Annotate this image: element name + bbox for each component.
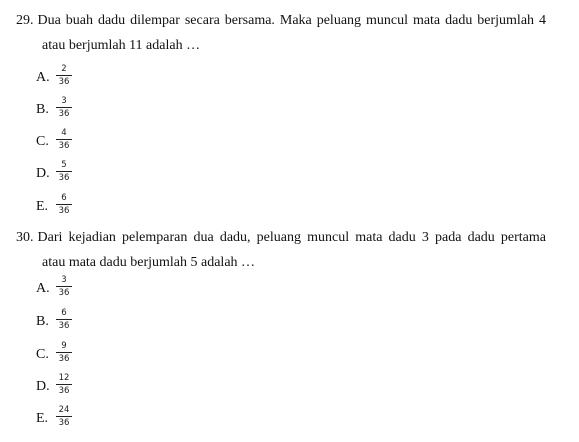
- fraction-numerator: 6: [61, 308, 67, 318]
- option-fraction: [55, 275, 73, 298]
- fraction-numerator: 2: [61, 64, 67, 74]
- option-letter: A.: [36, 281, 50, 296]
- fraction-denominator: 36: [58, 206, 70, 216]
- option-letter: A.: [36, 70, 50, 85]
- question-text: Dari kejadian pelemparan dua dadu, peluang muncul mata dadu 3 pada dadu pertama: [37, 230, 546, 245]
- option-fraction: [55, 405, 73, 428]
- fraction-numerator: 3: [61, 275, 67, 285]
- fraction-denominator: 36: [58, 288, 70, 298]
- fraction-denominator: 36: [58, 418, 70, 428]
- option-letter: C.: [36, 134, 49, 149]
- fraction-numerator: 6: [61, 193, 67, 203]
- option-fraction: [55, 193, 73, 216]
- fraction-numerator: 12: [58, 373, 70, 383]
- fraction-denominator: 36: [58, 354, 70, 364]
- option-letter: D.: [36, 166, 50, 181]
- option-fraction: [55, 96, 73, 119]
- fraction-denominator: 36: [58, 109, 70, 119]
- fraction-denominator: 36: [58, 321, 70, 331]
- option-fraction: [55, 64, 73, 87]
- option-fraction: [55, 373, 73, 396]
- option-letter: E.: [36, 199, 49, 214]
- option-letter: C.: [36, 347, 49, 362]
- fraction-denominator: 36: [58, 77, 70, 87]
- question-number: 30.: [16, 230, 34, 245]
- fraction-numerator: 24: [58, 405, 70, 415]
- question-stem-line1: [16, 228, 546, 248]
- question-text: Dua buah dadu dilempar secara bersama. Maka peluang muncul mata dadu berjumlah 4: [37, 13, 546, 28]
- fraction-numerator: 9: [61, 341, 67, 351]
- question-stem-line2: atau mata dadu berjumlah 5 adalah …: [42, 255, 256, 270]
- fraction-numerator: 4: [61, 128, 67, 138]
- fraction-numerator: 5: [61, 160, 67, 170]
- question-stem-line2: atau berjumlah 11 adalah …: [42, 38, 201, 53]
- fraction-denominator: 36: [58, 173, 70, 183]
- fraction-denominator: 36: [58, 141, 70, 151]
- option-letter: E.: [36, 411, 49, 426]
- option-fraction: [55, 160, 73, 183]
- option-letter: B.: [36, 102, 49, 117]
- option-fraction: [55, 128, 73, 151]
- option-letter: D.: [36, 379, 50, 394]
- option-fraction: [55, 308, 73, 331]
- fraction-denominator: 36: [58, 386, 70, 396]
- fraction-numerator: 3: [61, 96, 67, 106]
- question-number: 29.: [16, 13, 34, 28]
- option-letter: B.: [36, 314, 49, 329]
- option-fraction: [55, 341, 73, 364]
- question-stem-line1: [16, 11, 546, 31]
